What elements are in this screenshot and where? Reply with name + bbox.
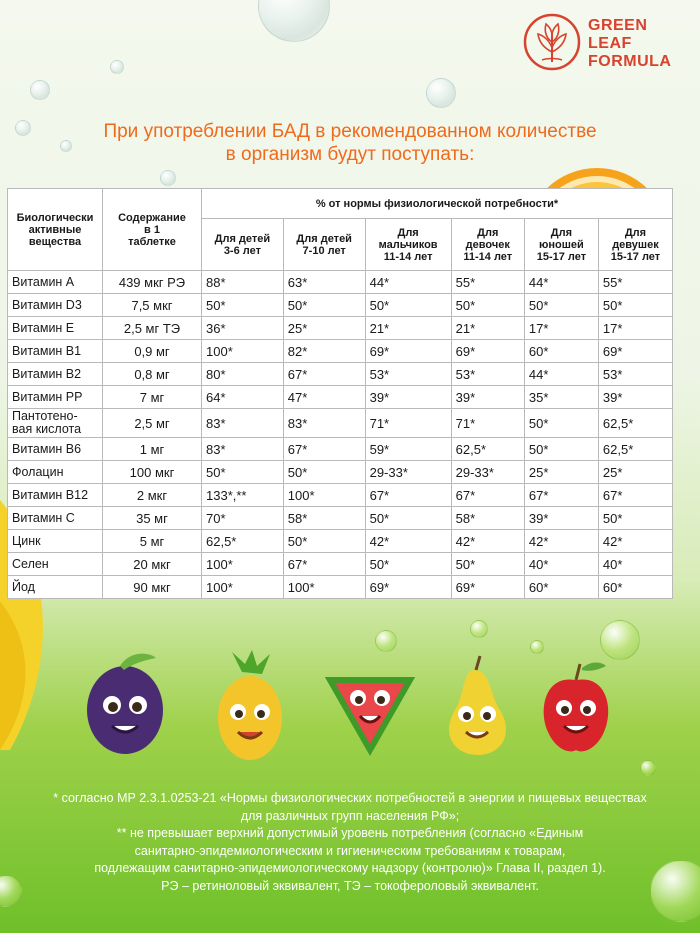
- percent-cell: 100*: [283, 576, 365, 599]
- percent-cell: 83*: [202, 409, 284, 438]
- amount-cell: 2 мкг: [103, 484, 202, 507]
- percent-cell: 44*: [524, 271, 598, 294]
- substance-header: [8, 189, 103, 271]
- percent-cell: 50*: [524, 409, 598, 438]
- percent-cell: 39*: [524, 507, 598, 530]
- amount-cell: 5 мг: [103, 530, 202, 553]
- amount-cell: 439 мкг РЭ: [103, 271, 202, 294]
- header-line: в 1: [144, 223, 160, 236]
- table-row: [8, 438, 673, 461]
- header-line: Для: [624, 226, 647, 239]
- percent-cell: 50*: [524, 438, 598, 461]
- percent-cell: 50*: [283, 530, 365, 553]
- table-row: [8, 530, 673, 553]
- header-line: Для: [550, 226, 573, 239]
- percent-cell: 55*: [451, 271, 524, 294]
- footnote-line: ** не превышает верхний допустимый уровень потребления (согласно «Единым: [116, 826, 584, 840]
- amount-cell: 100 мкг: [103, 461, 202, 484]
- amount-cell: 35 мг: [103, 507, 202, 530]
- percent-cell: 50*: [283, 294, 365, 317]
- percent-cell: 53*: [451, 363, 524, 386]
- substance-name: Йод: [12, 579, 35, 594]
- header-line: Для детей: [214, 232, 271, 245]
- percent-cell: 69*: [451, 576, 524, 599]
- header-line: Для: [397, 226, 419, 239]
- percent-cell: 25*: [598, 461, 672, 484]
- percent-cell: 50*: [365, 294, 451, 317]
- table-row: [8, 409, 673, 438]
- percent-cell: 25*: [283, 317, 365, 340]
- water-drop: [30, 80, 50, 100]
- footnote-line: * согласно МР 2.3.1.0253-21 «Нормы физиологических потребностей в энергии и пищевых веществах: [53, 791, 647, 805]
- amount-cell: 2,5 мг: [103, 409, 202, 438]
- headline-line: При употреблении БАД в рекомендованном количестве: [103, 121, 597, 142]
- apple-character-icon: [544, 663, 609, 752]
- headline-line: в организм будут поступать:: [225, 144, 475, 165]
- substance-name: Фолацин: [12, 464, 64, 479]
- substance-cell: [8, 409, 103, 438]
- percent-cell: 44*: [524, 363, 598, 386]
- age-group-header: [202, 219, 284, 271]
- percent-cell: 67*: [524, 484, 598, 507]
- substance-name: Цинк: [12, 533, 41, 548]
- percent-cell: 50*: [451, 553, 524, 576]
- substance-name: Витамин РР: [12, 389, 83, 404]
- amount-cell: 90 мкг: [103, 576, 202, 599]
- footnote-line: РЭ – ретиноловый эквивалент, ТЭ – токофероловый эквивалент.: [161, 878, 539, 893]
- age-group-header: [365, 219, 451, 271]
- percent-cell: 69*: [365, 576, 451, 599]
- brand-line: FORMULA: [588, 53, 672, 70]
- substance-cell: [8, 294, 103, 317]
- footnote-line: для различных групп населения РФ»;: [240, 808, 460, 823]
- percent-cell: 60*: [524, 576, 598, 599]
- substance-cell: [8, 576, 103, 599]
- table-row: [8, 484, 673, 507]
- table-row: [8, 576, 673, 599]
- percent-cell: 42*: [365, 530, 451, 553]
- table-row: [8, 507, 673, 530]
- brand-line: GREEN: [588, 17, 648, 34]
- percent-cell: 69*: [451, 340, 524, 363]
- percent-cell: 21*: [451, 317, 524, 340]
- percent-cell: 67*: [598, 484, 672, 507]
- percent-cell: 62,5*: [451, 438, 524, 461]
- percent-cell: 58*: [451, 507, 524, 530]
- header-line: девочек: [465, 238, 510, 251]
- age-group-header: [524, 219, 598, 271]
- header-line: 11-14 лет: [463, 250, 513, 263]
- table-row: [8, 461, 673, 484]
- substance-name: Витамин А: [12, 274, 75, 289]
- percent-cell: 62,5*: [202, 530, 284, 553]
- percent-cell: 60*: [524, 340, 598, 363]
- percent-cell: 40*: [524, 553, 598, 576]
- percent-cell: 67*: [283, 438, 365, 461]
- substance-cell: [8, 461, 103, 484]
- header-line: мальчиков: [378, 238, 438, 251]
- percent-cell: 42*: [598, 530, 672, 553]
- percent-cell: 50*: [283, 461, 365, 484]
- water-drop: [426, 78, 456, 108]
- header-line: Биологически: [16, 211, 94, 224]
- percent-cell: 42*: [451, 530, 524, 553]
- brand-name: [588, 17, 671, 71]
- percent-cell: 35*: [524, 386, 598, 409]
- percent-cell: 80*: [202, 363, 284, 386]
- age-group-header: [283, 219, 365, 271]
- percent-cell: 50*: [365, 553, 451, 576]
- table-row: [8, 271, 673, 294]
- water-drop: [160, 170, 176, 186]
- percent-cell: 39*: [598, 386, 672, 409]
- percent-cell: 53*: [365, 363, 451, 386]
- header-line: девушек: [612, 238, 659, 251]
- amount-cell: 1 мг: [103, 438, 202, 461]
- water-drop: [470, 620, 488, 638]
- substance-name: Витамин В2: [12, 366, 82, 381]
- percent-cell: 67*: [283, 553, 365, 576]
- percent-cell: 36*: [202, 317, 284, 340]
- percent-cell: 60*: [598, 576, 672, 599]
- footnote-line: подлежащим санитарно-эпидемиологическому надзору (контролю)» Глава II, раздел 1).: [94, 861, 606, 875]
- substance-cell: [8, 530, 103, 553]
- percent-cell: 100*: [283, 484, 365, 507]
- percent-cell: 29-33*: [365, 461, 451, 484]
- amount-cell: 7,5 мкг: [103, 294, 202, 317]
- percent-cell: 100*: [202, 576, 284, 599]
- percent-cell: 64*: [202, 386, 284, 409]
- age-group-header: [598, 219, 672, 271]
- percent-cell: 83*: [283, 409, 365, 438]
- percent-cell: 39*: [365, 386, 451, 409]
- amount-cell: 20 мкг: [103, 553, 202, 576]
- substance-cell: [8, 317, 103, 340]
- percent-cell: 50*: [598, 294, 672, 317]
- water-drop: [258, 0, 330, 42]
- percent-cell: 42*: [524, 530, 598, 553]
- percent-cell: 82*: [283, 340, 365, 363]
- plum-character-icon: [87, 654, 163, 754]
- substance-cell: [8, 484, 103, 507]
- substance-name: Витамин В12: [12, 487, 89, 502]
- header-line: активные: [28, 223, 82, 236]
- water-drop: [375, 630, 397, 652]
- header-line: Содержание: [118, 211, 186, 224]
- percent-cell: 63*: [283, 271, 365, 294]
- percent-cell: 39*: [451, 386, 524, 409]
- age-group-header: [451, 219, 524, 271]
- brand-logo: [522, 12, 694, 78]
- header-line: Для детей: [296, 232, 352, 245]
- percent-cell: 25*: [524, 461, 598, 484]
- percent-cell: 50*: [451, 294, 524, 317]
- percent-cell: 50*: [598, 507, 672, 530]
- percent-cell: 17*: [598, 317, 672, 340]
- percent-cell: 100*: [202, 340, 284, 363]
- percent-cell: 47*: [283, 386, 365, 409]
- percent-cell: 71*: [365, 409, 451, 438]
- substance-name: Витамин D3: [12, 297, 82, 312]
- substance-cell: [8, 553, 103, 576]
- substance-cell: [8, 386, 103, 409]
- substance-name: Витамин С: [12, 510, 75, 525]
- percent-cell: 50*: [202, 294, 284, 317]
- nutrient-table: [7, 188, 673, 599]
- content-header: [103, 189, 202, 271]
- percent-cell: 50*: [365, 507, 451, 530]
- leaf-tree-icon: [522, 12, 582, 72]
- table-row: [8, 363, 673, 386]
- percent-cell: 83*: [202, 438, 284, 461]
- substance-cell: [8, 340, 103, 363]
- amount-cell: 2,5 мг ТЭ: [103, 317, 202, 340]
- footnote: [0, 790, 700, 895]
- percent-cell: 29-33*: [451, 461, 524, 484]
- percent-cell: 133*,**: [202, 484, 284, 507]
- pear-character-icon: [449, 656, 506, 755]
- substance-name: Селен: [12, 556, 49, 571]
- percent-cell: 40*: [598, 553, 672, 576]
- amount-cell: 0,8 мг: [103, 363, 202, 386]
- header-line: юношей: [539, 238, 584, 251]
- substance-cell: [8, 363, 103, 386]
- substance-name: Пантотено-: [12, 409, 78, 423]
- header-line: 3-6 лет: [223, 244, 261, 257]
- percent-cell: 62,5*: [598, 438, 672, 461]
- amount-cell: 7 мг: [103, 386, 202, 409]
- percent-cell: 67*: [365, 484, 451, 507]
- header-line: 15-17 лет: [536, 250, 587, 263]
- percent-cell: 53*: [598, 363, 672, 386]
- percent-cell: 71*: [451, 409, 524, 438]
- header-line: 15-17 лет: [610, 250, 661, 263]
- percent-cell: 21*: [365, 317, 451, 340]
- percent-cell: 50*: [202, 461, 284, 484]
- table-row: [8, 553, 673, 576]
- norm-group-header: % от нормы физиологической потребности*: [202, 189, 673, 219]
- watermelon-character-icon: [330, 680, 410, 750]
- table-row: [8, 317, 673, 340]
- percent-cell: 59*: [365, 438, 451, 461]
- header-line: Для: [477, 226, 499, 239]
- footnote-line: санитарно-эпидемиологическим и гигиеническим требованиям к товарам,: [134, 843, 566, 858]
- percent-cell: 55*: [598, 271, 672, 294]
- percent-cell: 88*: [202, 271, 284, 294]
- table-row: [8, 294, 673, 317]
- header-line: вещества: [28, 235, 82, 248]
- substance-cell: [8, 507, 103, 530]
- substance-cell: [8, 438, 103, 461]
- pineapple-character-icon: [218, 650, 282, 760]
- substance-name: Витамин В1: [12, 343, 82, 358]
- header-line: 7-10 лет: [302, 244, 346, 257]
- percent-cell: 44*: [365, 271, 451, 294]
- percent-cell: 69*: [365, 340, 451, 363]
- brand-line: LEAF: [588, 35, 632, 52]
- percent-cell: 67*: [451, 484, 524, 507]
- substance-name: Витамин Е: [12, 320, 75, 335]
- percent-cell: 62,5*: [598, 409, 672, 438]
- percent-cell: 100*: [202, 553, 284, 576]
- percent-cell: 50*: [524, 294, 598, 317]
- water-drop: [110, 60, 124, 74]
- fruit-characters: [0, 650, 700, 770]
- amount-cell: 0,9 мг: [103, 340, 202, 363]
- percent-cell: 17*: [524, 317, 598, 340]
- header-line: таблетке: [128, 235, 176, 248]
- substance-name: вая кислота: [12, 422, 82, 436]
- percent-cell: 70*: [202, 507, 284, 530]
- substance-name: Витамин В6: [12, 441, 82, 456]
- table-row: [8, 386, 673, 409]
- percent-cell: 69*: [598, 340, 672, 363]
- header-line: 11-14 лет: [383, 250, 433, 263]
- substance-cell: [8, 271, 103, 294]
- table-row: [8, 340, 673, 363]
- percent-cell: 67*: [283, 363, 365, 386]
- percent-cell: 58*: [283, 507, 365, 530]
